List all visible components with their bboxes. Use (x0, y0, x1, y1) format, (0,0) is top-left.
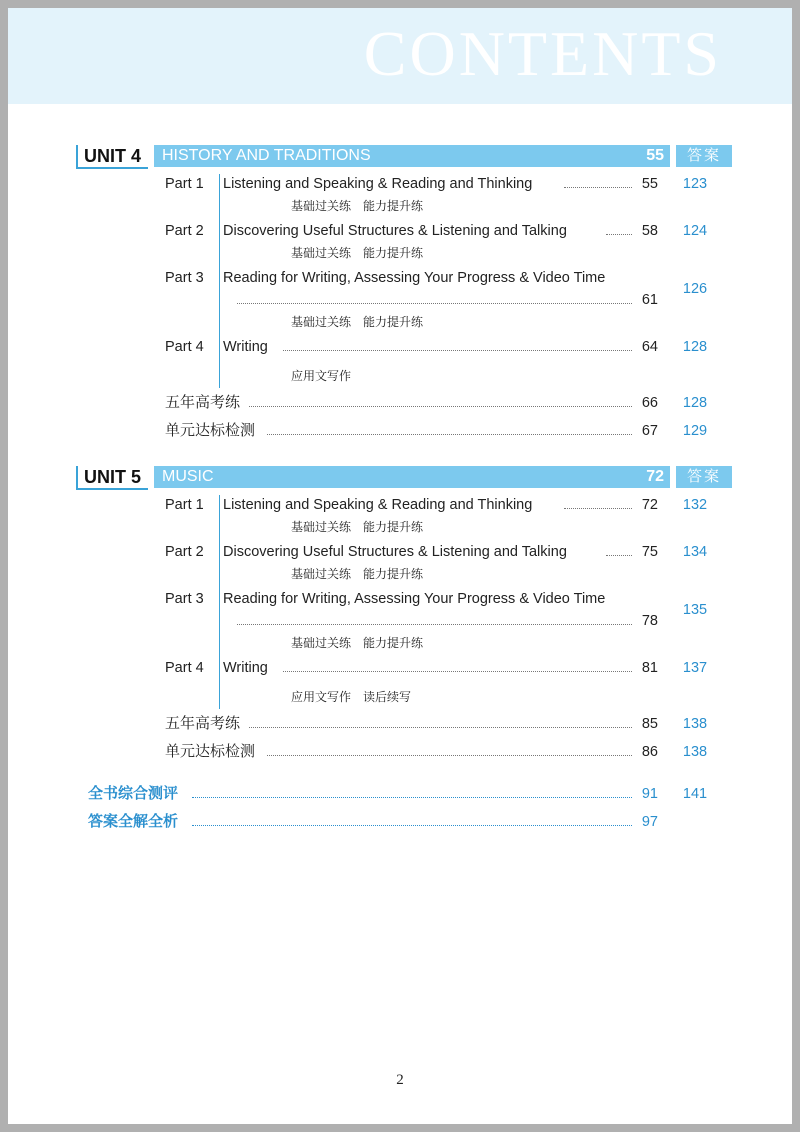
unit-title: HISTORY AND TRADITIONS (162, 147, 371, 164)
part-label: Part 3 (165, 591, 204, 607)
page-number: 2 (396, 1072, 404, 1088)
leader-dots (192, 825, 632, 826)
answer-page[interactable]: 128 (682, 395, 708, 411)
extra-title[interactable]: 五年高考练 (165, 715, 241, 732)
page-ref: 78 (641, 613, 658, 629)
part-subtitle: 基础过关练 能力提升练 (291, 315, 424, 329)
part-subtitle: 基础过关练 能力提升练 (291, 567, 424, 581)
part-label: Part 3 (165, 270, 204, 286)
part-label: Part 4 (165, 339, 204, 355)
answer-page[interactable]: 128 (682, 339, 708, 355)
page-ref: 75 (641, 544, 658, 560)
unit-page: 55 (646, 147, 664, 164)
answer-header: 答案 (676, 466, 732, 488)
extra-title[interactable]: 五年高考练 (165, 394, 241, 411)
part-label: Part 1 (165, 176, 204, 192)
part-title[interactable]: Writing (223, 339, 268, 355)
part-label: Part 2 (165, 544, 204, 560)
answer-page[interactable]: 138 (682, 716, 708, 732)
unit-page: 72 (646, 468, 664, 485)
page-ref: 81 (641, 660, 658, 676)
leader-dots (283, 671, 632, 672)
leader-dots (249, 727, 632, 728)
unit-4-divider (219, 174, 220, 388)
leader-dots (192, 797, 632, 798)
leader-dots (267, 755, 632, 756)
answer-page[interactable]: 137 (682, 660, 708, 676)
leader-dots (237, 303, 632, 304)
banner-word: CONTENTS (363, 18, 722, 89)
unit-5-divider (219, 495, 220, 709)
final-title[interactable]: 答案全解全析 (88, 813, 179, 830)
page-ref: 97 (641, 814, 658, 830)
leader-dots (267, 434, 632, 435)
page (8, 8, 792, 1124)
answer-header: 答案 (676, 145, 732, 167)
part-title[interactable]: Reading for Writing, Assessing Your Progress & Video Time (223, 591, 606, 607)
unit-title-bar (154, 466, 670, 488)
unit-label: UNIT 4 (76, 145, 148, 169)
part-title[interactable]: Discovering Useful Structures & Listening and Talking (223, 223, 567, 239)
page-ref: 58 (641, 223, 658, 239)
leader-dots (249, 406, 632, 407)
page-ref: 72 (641, 497, 658, 513)
part-subtitle: 基础过关练 能力提升练 (291, 246, 424, 260)
leader-dots (283, 350, 632, 351)
leader-dots (564, 187, 632, 188)
part-subtitle: 基础过关练 能力提升练 (291, 520, 424, 534)
part-subtitle: 基础过关练 能力提升练 (291, 636, 424, 650)
page-ref: 67 (641, 423, 658, 439)
page-ref: 86 (641, 744, 658, 760)
final-title[interactable]: 全书综合测评 (88, 785, 179, 802)
part-title[interactable]: Listening and Speaking & Reading and Thinking (223, 497, 533, 513)
answer-page[interactable]: 135 (682, 602, 708, 618)
answer-page[interactable]: 129 (682, 423, 708, 439)
answer-page[interactable]: 126 (682, 281, 708, 297)
part-label: Part 1 (165, 497, 204, 513)
part-label: Part 2 (165, 223, 204, 239)
contents-banner (8, 8, 792, 104)
answer-page[interactable]: 123 (682, 176, 708, 192)
unit-label: UNIT 5 (76, 466, 148, 490)
extra-title[interactable]: 单元达标检测 (165, 743, 256, 760)
part-subtitle: 应用文写作 读后续写 (291, 690, 412, 704)
extra-title[interactable]: 单元达标检测 (165, 422, 256, 439)
part-subtitle: 应用文写作 (291, 369, 352, 383)
page-ref: 64 (641, 339, 658, 355)
part-title[interactable]: Listening and Speaking & Reading and Thinking (223, 176, 533, 192)
answer-page[interactable]: 132 (682, 497, 708, 513)
unit-title: MUSIC (162, 468, 214, 485)
part-title[interactable]: Discovering Useful Structures & Listening and Talking (223, 544, 567, 560)
answer-page[interactable]: 141 (682, 786, 708, 802)
page-ref: 85 (641, 716, 658, 732)
leader-dots (564, 508, 632, 509)
part-title[interactable]: Reading for Writing, Assessing Your Progress & Video Time (223, 270, 606, 286)
page-ref: 66 (641, 395, 658, 411)
answer-page[interactable]: 134 (682, 544, 708, 560)
unit-title-bar (154, 145, 670, 167)
part-title[interactable]: Writing (223, 660, 268, 676)
leader-dots (237, 624, 632, 625)
page-ref: 55 (641, 176, 658, 192)
answer-page[interactable]: 138 (682, 744, 708, 760)
answer-page[interactable]: 124 (682, 223, 708, 239)
part-subtitle: 基础过关练 能力提升练 (291, 199, 424, 213)
page-ref: 61 (641, 292, 658, 308)
page-ref: 91 (641, 786, 658, 802)
part-label: Part 4 (165, 660, 204, 676)
